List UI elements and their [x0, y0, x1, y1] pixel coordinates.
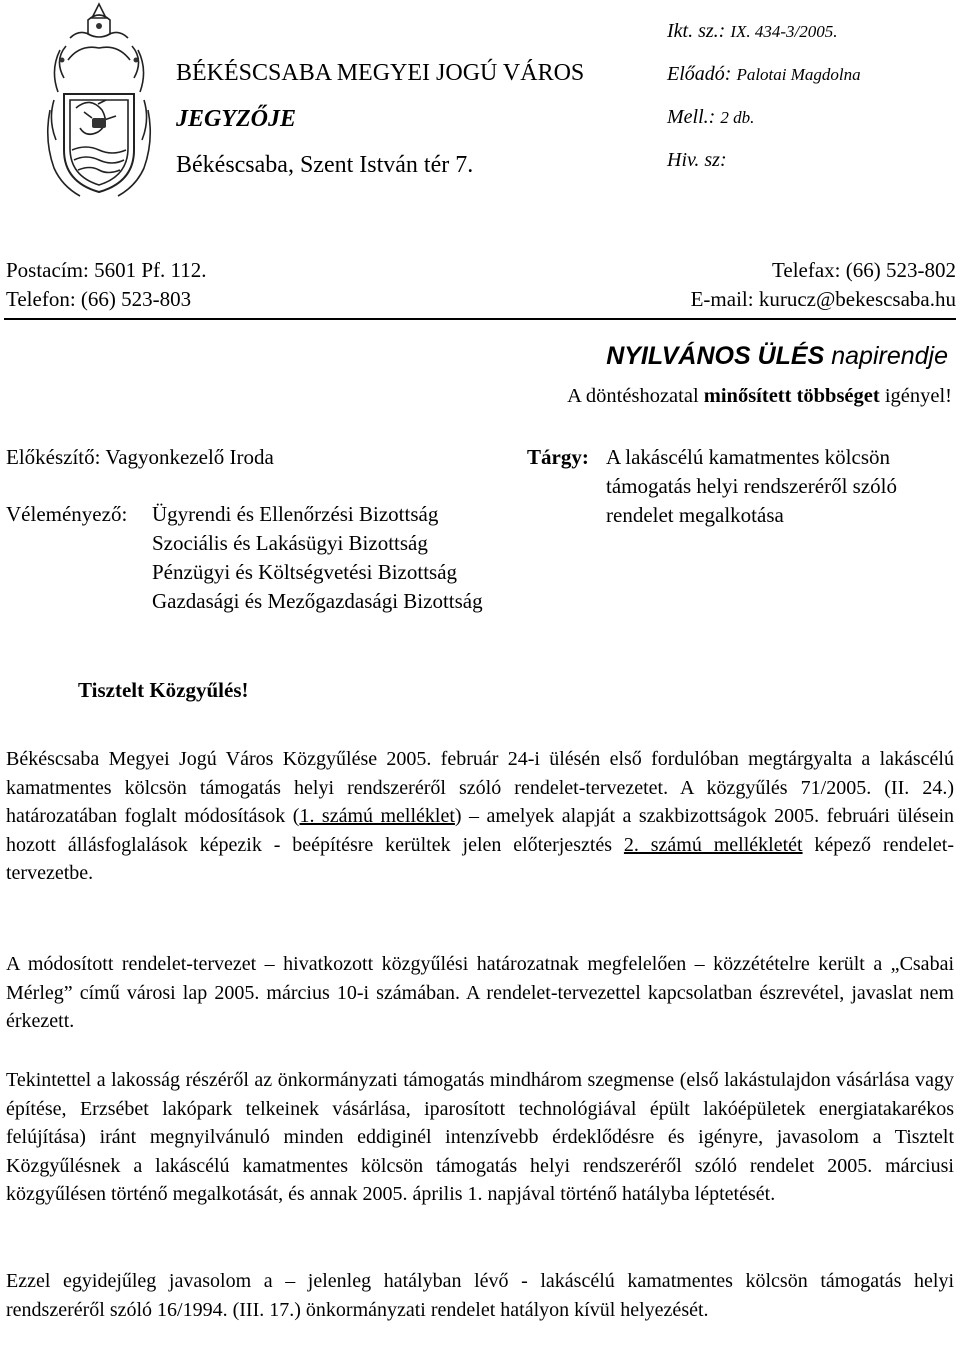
paragraph-1: [6, 745, 954, 888]
reviewer-item: Ügyrendi és Ellenőrzési Bizottság: [152, 502, 439, 526]
subject-label: Tárgy:: [527, 445, 589, 469]
subject-line: rendelet megalkotása: [606, 503, 784, 527]
postal-address: Postacím: 5601 Pf. 112.: [6, 258, 207, 282]
majority-post: igényel!: [879, 385, 952, 407]
reference-value: IX. 434-3/2005.: [730, 22, 838, 41]
issuer-address: Békéscsaba, Szent István tér 7.: [176, 152, 474, 178]
presenter-label: Előadó:: [667, 63, 732, 85]
attachments: [667, 106, 754, 129]
attachments-label: Mell.:: [667, 106, 716, 128]
reference-label: Ikt. sz.:: [667, 20, 726, 42]
majority-bold: minősített többséget: [703, 385, 880, 407]
phone-number: Telefon: (66) 523-803: [6, 287, 192, 311]
subject-line: A lakáscélú kamatmentes kölcsön: [606, 445, 891, 469]
presenter: [667, 63, 861, 86]
reference-number: [667, 20, 838, 43]
p1-text-c: képező rendelet-tervezetbe.: [6, 833, 954, 884]
reviewer-label: Véleményező:: [6, 502, 128, 526]
paragraph-3: Tekintettel a lakosság részéről az önkormányzati támogatás mindhárom szegmense (első lakástulajdon vásárlása vagy építése, Erzsébet lakópark telkeinek vásárlása, iparosított technológiával épült lakóépületek energiatakarékos felújítása) iránt megnyilvánuló minden eddiginél intenzívebb érdeklődésre és igényre, javasolom a Tisztelt Közgyűlésnek a lakáscélú kamatmentes kölcsön támogatás helyi rendszeréről szóló rendelet 2005. márciusi közgyűlésen történő megalkotását, és annak 2005. április 1. napjával történő hatályba léptetését.: [6, 1069, 954, 1205]
session-title: [606, 342, 948, 371]
session-title-bold: NYILVÁNOS ÜLÉS: [606, 342, 825, 370]
issuer-office: JEGYZŐJE: [176, 106, 296, 132]
ref-no-label: Hiv. sz:: [667, 149, 727, 171]
coat-of-arms-icon: [40, 0, 158, 198]
header-divider: [4, 318, 956, 320]
subject-line: támogatás helyi rendszeréről szóló: [606, 474, 897, 498]
preparer: Előkészítő: Vagyonkezelő Iroda: [6, 445, 274, 469]
reviewer-item: Szociális és Lakásügyi Bizottság: [152, 531, 428, 555]
attachment-1-reference: 1. számú melléklet: [299, 805, 455, 827]
reviewer-item: Pénzügyi és Költségvetési Bizottság: [152, 560, 458, 584]
attachment-2-reference: 2. számú mellékletét: [623, 833, 803, 856]
fax-number: Telefax: (66) 523-802: [772, 258, 956, 282]
paragraph-4: Ezzel egyidejűleg javasolom a – jelenleg hatályban lévő - lakáscélú kamatmentes kölcsön támogatás helyi rendszeréről szóló 16/1994. (III. 17.) önkormányzati rendelet hatályon kívül helyezését.: [6, 1270, 954, 1321]
attachments-value: 2 db.: [720, 108, 755, 127]
majority-note: [567, 385, 952, 408]
issuer-city: BÉKÉSCSABA MEGYEI JOGÚ VÁROS: [176, 60, 585, 86]
p1-text-a: Békéscsaba Megyei Jogú Város Közgyűlése 2005. február 24-i ülésén első fordulóban megtárgyalta a lakáscélú kamatmentes kölcsön támogatás helyi rendszeréről szóló rendelet-tervezetet. A közgyűlés 71/2005. (II. 24.) határozatában foglalt módosítások (: [6, 748, 954, 827]
session-title-rest: napirendje: [824, 342, 948, 370]
greeting: Tisztelt Közgyűlés!: [78, 678, 249, 702]
paragraph-2: A módosított rendelet-tervezet – hivatkozott közgyűlési határozatnak megfelelően – közzétételre került a „Csabai Mérleg” című városi lap 2005. március 10-i számában. A rendelet-tervezettel kapcsolatban észrevétel, javaslat nem érkezett.: [6, 953, 954, 1032]
email-address: E-mail: kurucz@bekescsaba.hu: [690, 287, 956, 311]
presenter-value: Palotai Magdolna: [736, 65, 861, 84]
reviewer-item: Gazdasági és Mezőgazdasági Bizottság: [152, 589, 483, 613]
p1-text-b: ) – amelyek alapját a szakbizottságok 2005. februári ülésein hozott állásfoglalások képezik - beépítésre kerültek jelen előterjesztés: [6, 805, 954, 856]
majority-pre: A döntéshozatal: [567, 385, 704, 407]
